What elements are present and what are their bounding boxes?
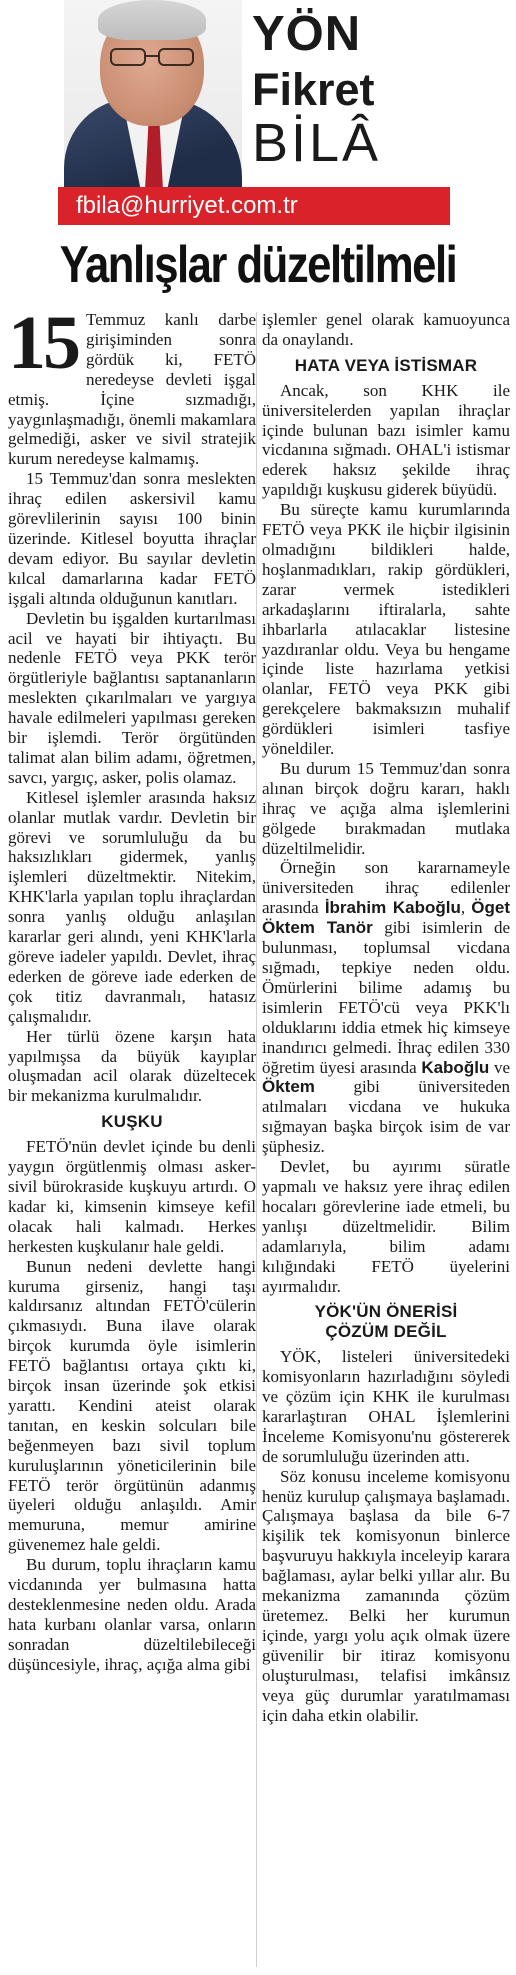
column-divider xyxy=(256,312,257,1967)
author-portrait xyxy=(64,0,242,190)
paragraph: FETÖ'nün devlet içinde bu denli yaygın örgütlenmiş olması asker-sivil bürokraside kuşkuyu artırdı. O kadar ki, kimsenin kimseye kefil olacak hali kalmadı. Herkes herkesten kuşkulanır hale geldi. xyxy=(8,1137,256,1256)
paragraph: Bunun nedeni devlette hangi kuruma girseniz, hangi taşı kaldırsanız altından FETÖ'cülerin çıkmasıydı. Buna ilave olarak birçok kurumda öyle isimlerin FETÖ bağlantısı ortaya çıktı ki, birçok insan üzerinde şok etkisi yarattı. Kendini ateist olarak tanıtan, en keskin solcuları bile beğenmeyen bazı sivil toplum kuruluşlarının yöneticilerinin bile FETÖ terör örgütünün adanmış üyeleri olduğu anlaşıldı. Amir memuruna, memur amirine güvenemez hale geldi. xyxy=(8,1256,256,1555)
paragraph: Söz konusu inceleme komisyonu henüz kurulup çalışmaya başlamadı. Çalışmaya başlasa da bile 6-7 kişilik tek komisyonun binlerce başvuruyu hakkıyla inceleyip karara bağlaması, aylar belki yıllar alır. Bu mekanizma zamanında çözüm üretemez. Belki her kurumun içinde, yargı yolu açık olmak üzere güvenilir bir itiraz komisyonu oluşturulması, telafisi imkânsız veya güç durumlar yaratılmaması için daha etkin olabilir. xyxy=(262,1466,510,1725)
bold-name: İbrahim Kaboğlu xyxy=(324,898,461,918)
paragraph: Bu durum 15 Temmuz'dan sonra alınan birçok doğru kararı, haklı ihraç ve açığa alma işlemlerini gölgede bırakmadan mutlaka düzeltilmelidir. xyxy=(262,758,510,858)
subheading: ÇÖZÜM DEĞİL xyxy=(325,1322,447,1342)
paragraph: Kitlesel işlemler arasında haksız olanlar mutlak vardır. Devletin bir görevi ve sorumluluğu da bu haksızlıkları gidermek, yanlış işlemleri düzeltmektir. Nitekim, KHK'larla yapılan toplu ihraçlardan sonra yanlış olduğu anlaşılan kararlar geri alındı, yeni KHK'larla göreve iadeler yapıldı. Devlet, ihraç ederken de göreve iade ederken de çok titiz davranmalı, hatasız çalışmalıdır. xyxy=(8,787,256,1026)
subheading: YÖK'ÜN ÖNERİSİ xyxy=(314,1302,458,1322)
paragraph: Devlet, bu ayırımı süratle yapmalı ve haksız yere ihraç edilen hocaları görevlerine iade etmeli, bu yanlışı düzeltmelidir. Bilim adamlarıyla, bilim adamı kılığındaki FETÖ üyelerini ayırmalıdır. xyxy=(262,1157,510,1296)
author-first-name: Fikret xyxy=(252,64,375,115)
paragraph: Devletin bu işgalden kurtarılması acil ve hayati bir ihtiyaçtı. Bu nedenle FETÖ veya PKK terör örgütleriyle bağlantısı saptananların meslekten çıkarılmaları ve yargıya havale edilmeleri yapılması gereken bir işlemdi. Terör örgütünden talimat alan bilim adamı, öğretmen, savcı, yargıç, asker, polis olamaz. xyxy=(8,608,256,787)
author-last-name: BİLÂ xyxy=(252,113,382,173)
paragraph: Bu süreçte kamu kurumlarında FETÖ veya PKK ile hiçbir ilgisinin olmadığını bildikleri halde, hoşlanmadıkları, rakip gördükleri, zarar vermek istedikleri arkadaşlarını iftiralarla, sahte ihbarlarla atılacaklar listesine yazdıranlar oldu. Veya bu hengame içinde liste hazırlama yetkisi olanlar, FETÖ veya PKK gibi gerekçelere bakmaksızın muhalif gördükleri isimleri tasfiye yöneldiler. xyxy=(262,500,510,759)
bold-name: Öktem xyxy=(262,1077,315,1097)
column-header xyxy=(0,0,516,232)
subheading: HATA VEYA İSTİSMAR xyxy=(294,355,478,375)
paragraph: Ancak, son KHK ile üniversitelerden yapılan ihraçlar içinde bulunan bazı isimler kamu vicdanına sığmadı. OHAL'i istismar ederek haksız şekilde ihraç yapıldığı kuşkusu giderek büyüdü. xyxy=(262,380,510,500)
bold-name: Öget Öktem Tanör xyxy=(262,898,511,938)
column-name: YÖN xyxy=(252,7,362,61)
paragraph: YÖK, listeleri üniversitedeki komisyonların hazırladığını söyledi ve çözüm için KHK ile kurulması kararlaştıran OHAL İşlemlerini İnceleme Komisyonu'nu göstererek de sorumluluğu üzerinden attı. xyxy=(262,1347,510,1466)
paragraph: Her türlü özene karşın hata yapılmışsa da büyük kayıplar oluşmadan acil olarak düzeltecek bir mekanizma kurulmalıdır. xyxy=(8,1026,256,1106)
author-email: fbila@hurriyet.com.tr xyxy=(58,187,450,225)
paragraph: Örneğin son kararnameyle üniversiteden ihraç edilenler arasında İbrahim Kaboğlu, Öget Öktem Tanör gibi isimlerin de bulunması, toplumsal vicdana sığmadı, tepkiye neden oldu. Ömürlerini bilime adamış bu isimlerin FETÖ'cü veya PKK'lı olduklarını iddia etmek hiç kimseye inandırıcı gelmedi. İhraç edilen 330 öğretim üyesi arasında Kaboğlu ve Öktem gibi üniversiteden atılmaları vicdana ve hukuka sığmayan başka birçok isim de var şüphesiz. xyxy=(262,858,511,1157)
paragraph: Bu durum, toplu ihraçların kamu vicdanında yer bulmasına hatta desteklenmesine neden oldu. Arada hata kurbanı olanlar varsa, onların sonradan düzeltilebileceği düşüncesiyle, ihraç, açığa alma gibi xyxy=(8,1555,256,1674)
article-column-right xyxy=(262,310,510,1725)
subheading: KUŞKU xyxy=(101,1112,163,1132)
bold-name: Kaboğlu xyxy=(421,1057,490,1077)
article-headline: Yanlışlar düzeltilmeli xyxy=(59,236,457,294)
paragraph: 15 Temmuz kanlı darbe girişiminden sonra gördük ki, FETÖ neredeyse devleti işgal etmiş. İçine sızmadığı, yaygınlaşmadığı, önemli makamlara gelmediği, asker ve sivil stratejik kurum neredeyse kalmamış. xyxy=(8,301,256,469)
paragraph: işlemler genel olarak kamuoyunca da onaylandı. xyxy=(262,310,510,349)
paragraph: 15 Temmuz'dan sonra meslekten ihraç edilen askersivil kamu görevlilerinin sayısı 100 binin üzerinde. Kitlesel boyutta ihraçlar devam ediyor. Bu sayılar devletin kılcal damarlarına kadar FETÖ işgali altında olduğunun kanıtları. xyxy=(8,469,256,608)
article-column-left xyxy=(8,301,256,1675)
dropcap: 15 xyxy=(8,301,78,385)
